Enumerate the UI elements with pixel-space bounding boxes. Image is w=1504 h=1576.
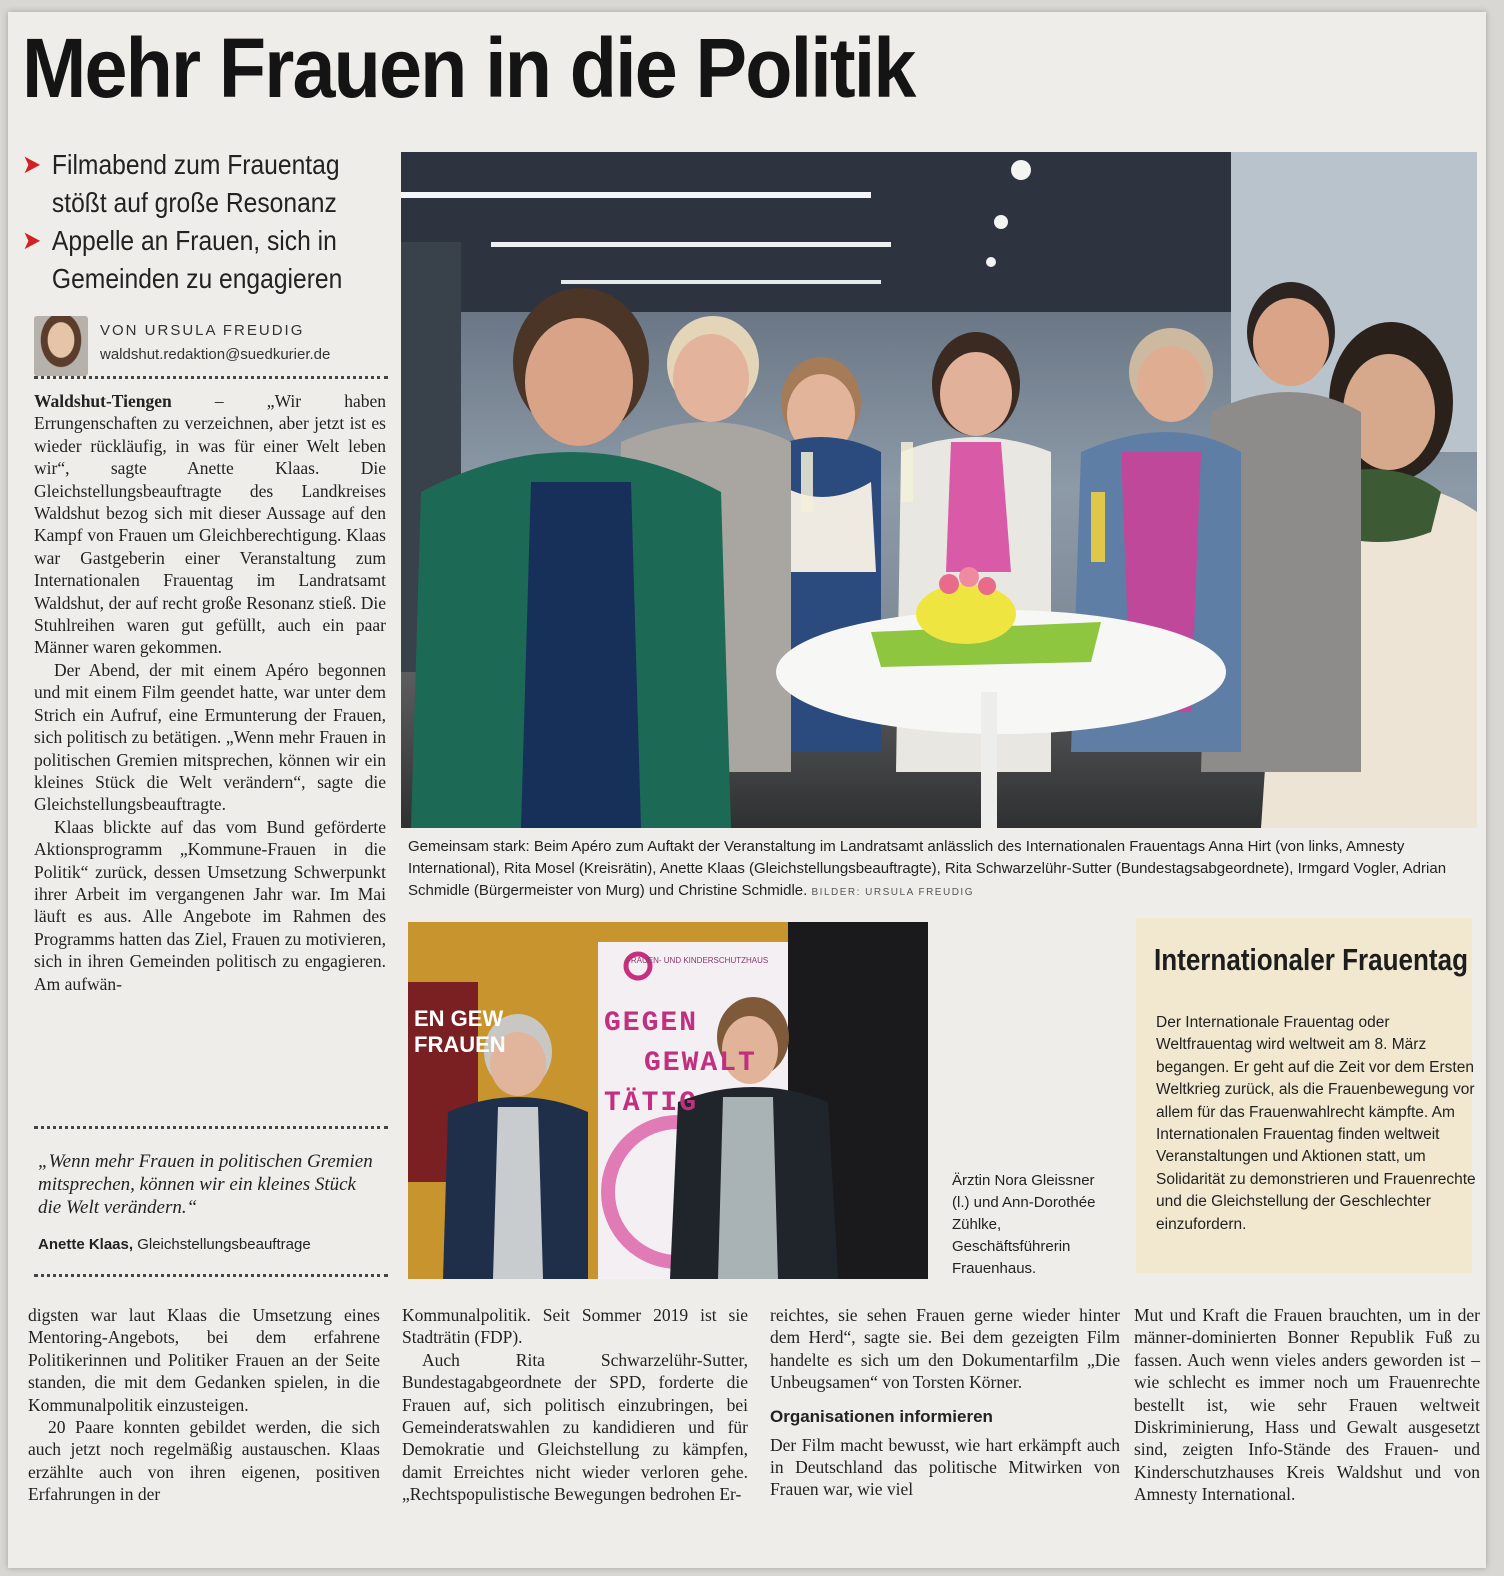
paragraph: 20 Paare konnten gebildet werden, die sich auch jetzt noch regelmäßig austauschen. Klaas erzählte auch von ihren eigenen, positiven Erfahrungen in der (28, 1417, 380, 1505)
bullet-text: stößt auf große Resonanz (51, 187, 337, 218)
dateline: Waldshut-Tiengen (34, 391, 172, 411)
article-column-2 (28, 1304, 380, 1506)
secondary-photo (408, 922, 928, 1279)
author-email[interactable]: waldshut.redaktion@suedkurier.de (100, 346, 331, 363)
bullet-line (22, 222, 356, 259)
secondary-photo-caption: Ärztin Nora Gleissner (l.) und Ann-Dorothée Zühlke, Geschäftsführerin Frauenhaus. (952, 1172, 1096, 1277)
info-box-title: Internationaler Frauentag (1154, 942, 1468, 977)
article-headline: Mehr Frauen in die Politik (22, 21, 915, 115)
paragraph: Klaas blickte auf das vom Bund geförderte Aktionsprogramm „Kommune-Frauen in die Politik“ zurück, dessen Umsetzung Schwerpunkt ihrer Arbeit im vergangenen Jahr war. Im Mai läuft es aus. Alle Angebote im Rahmen des Programms hatten das Ziel, Frauen zu motivieren, sich in ihren Gemeinden politisch zu engagieren. Am aufwän- (34, 816, 386, 994)
paragraph: digsten war laut Klaas die Umsetzung eines Mentoring-Angebots, bei dem erfahrene Politikerinnen und Politiker Frauen an der Seite standen, die mit dem Gedanken spielen, in die Kommunalpolitik einzusteigen. (28, 1305, 380, 1415)
quote-source (38, 1236, 390, 1253)
bullet-text: Appelle an Frauen, sich in (51, 225, 337, 256)
dotted-divider (34, 1274, 388, 1277)
sign-brand: FRAUEN- UND KINDERSCHUTZHAUS (626, 956, 769, 965)
paragraph: Der Abend, der mit einem Apéro begonnen und mit einem Film geendet hatte, war unter dem Strich ein Aufruf, eine Ermunterung der Frauen, sich politisch zu betätigen. „Wenn mehr Frauen in politischen Gremien mitsprechen, können wir ein kleines Stück die Welt verändern“, sagte die Gleichstellungsbeauftragte. (34, 659, 386, 815)
sign-text (604, 1004, 757, 1124)
main-photo-caption (408, 836, 1474, 904)
paragraph: Mut und Kraft die Frauen brauchten, um in der männer-dominierten Bonner Republik Fuß zu fassen. Auch wenn vieles anders geworden ist – wie schlecht es immer noch um Frauenrechte bestellt ist, wie sehr Frauen weltweit Diskriminierung, Hass und Gewalt ausgesetzt sind, zeigten Info-Stände des Frauen- und Kinderschutzhauses Kreis Waldshut und von Amnesty International. (1134, 1305, 1480, 1505)
bullet-text: Gemeinden zu engagieren (51, 263, 343, 294)
dotted-divider (34, 1126, 388, 1129)
info-box-text: Der Internationale Frauentag oder Weltfrauentag wird weltweit am 8. März begangen. Er geht auf die Zeit vor dem Ersten Weltkrieg zurück, als die Frauenbewegung vor allem für das Frauenwahlrecht kämpfte. Am Internationalen Frauentag finden weltweit Veranstaltungen und Aktionen statt, um Solidarität zu demonstrieren und Frauenrechte und die Gleichstellung der Geschlechter einzufordern. (1156, 1014, 1476, 1233)
bullet-line (22, 260, 356, 297)
bullet-line (22, 146, 356, 183)
info-box (1136, 918, 1476, 1273)
article-column-1 (34, 390, 386, 995)
main-photo (401, 152, 1477, 828)
paragraph: Der Film macht bewusst, wie hart erkämpft auch in Deutschland das politische Mitwirken von Frauen war, wie viel (770, 1434, 1120, 1500)
paragraph: – „Wir haben Errungenschaften zu verzeichnen, aber jetzt ist es wieder rückläufig, in was für einer Welt leben wir“, sagte Anette Klaas. Die Gleichstellungsbeauftragte des Landkreises Waldshut bezog sich mit dieser Aussage auf den Kampf von Frauen um Gleichberechtigung. Klaas war Gastgeberin einer Veranstaltung zum Internationalen Frauentag im Landratsamt Waldshut, der auf recht große Resonanz stieß. Die Stuhlreihen waren gut gefüllt, auch ein paar Männer waren gekommen. (34, 391, 386, 658)
section-subhead: Organisationen informieren (770, 1406, 993, 1426)
sign-line: GEWALT (644, 1048, 757, 1079)
quote-role: Gleichstellungsbeauftrage (133, 1236, 311, 1253)
photo-credit: BILDER: URSULA FREUDIG (811, 887, 974, 898)
main-photo-illustration (401, 152, 1477, 828)
sign-line: GEGEN (604, 1008, 699, 1039)
article-column-5 (1134, 1304, 1480, 1506)
quote-name: Anette Klaas, (38, 1236, 134, 1253)
caption-text: Gemeinsam stark: Beim Apéro zum Auftakt der Veranstaltung im Landratsamt anlässlich des Internationalen Frauentags Anna Hirt (von links, Amnesty International), Rita Mosel (Kreisrätin), Anette Klaas (Gleichstellungsbeauftragte), Rita Schwarzelühr-Sutter (Bundestagsabgeordnete), Irmgard Vogler, Adrian Schmidle (Bürgermeister von Murg) und Christine Schmidle. (408, 838, 1447, 899)
arrow-icon: ➤ (22, 225, 42, 255)
newspaper-page (8, 12, 1486, 1568)
author-avatar (34, 316, 88, 376)
sign-line: TÄTIG (604, 1088, 699, 1119)
bullet-text: Filmabend zum Frauentag (51, 149, 340, 180)
article-column-3 (402, 1304, 748, 1506)
author-byline (34, 316, 394, 382)
paragraph: reichtes, sie sehen Frauen gerne wieder hinter dem Herd“, sagte sie. Bei dem gezeigten Film handelte es sich um den Dokumentarfilm „Die Unbeugsamen“ von Torsten Körner. (770, 1305, 1120, 1393)
dotted-divider (34, 376, 388, 379)
article-column-4 (770, 1304, 1120, 1501)
banner-text: EN GEW FRAUEN (414, 1006, 506, 1057)
paragraph: Kommunalpolitik. Seit Sommer 2019 ist sie Stadträtin (FDP). (402, 1305, 748, 1348)
bullet-line (22, 184, 356, 221)
author-name: VON URSULA FREUDIG (100, 322, 305, 339)
pull-quote: „Wenn mehr Frauen in politischen Gremien mitsprechen, können wir ein kleines Stück die Welt verändern.“ (38, 1151, 373, 1218)
arrow-icon: ➤ (22, 149, 42, 179)
subheadline-bullets (22, 146, 402, 298)
paragraph: Auch Rita Schwarzelühr-Sutter, Bundestagabgeordnete der SPD, forderte die Frauen auf, sich politisch einzubringen, bei Gemeinderatswahlen zu kandidieren und für Demokratie und Gleichstellung zu kämpfen, damit Erreichtes nicht wieder verloren gehe. „Rechtspopulistische Bewegungen bedrohen Er- (402, 1349, 748, 1505)
